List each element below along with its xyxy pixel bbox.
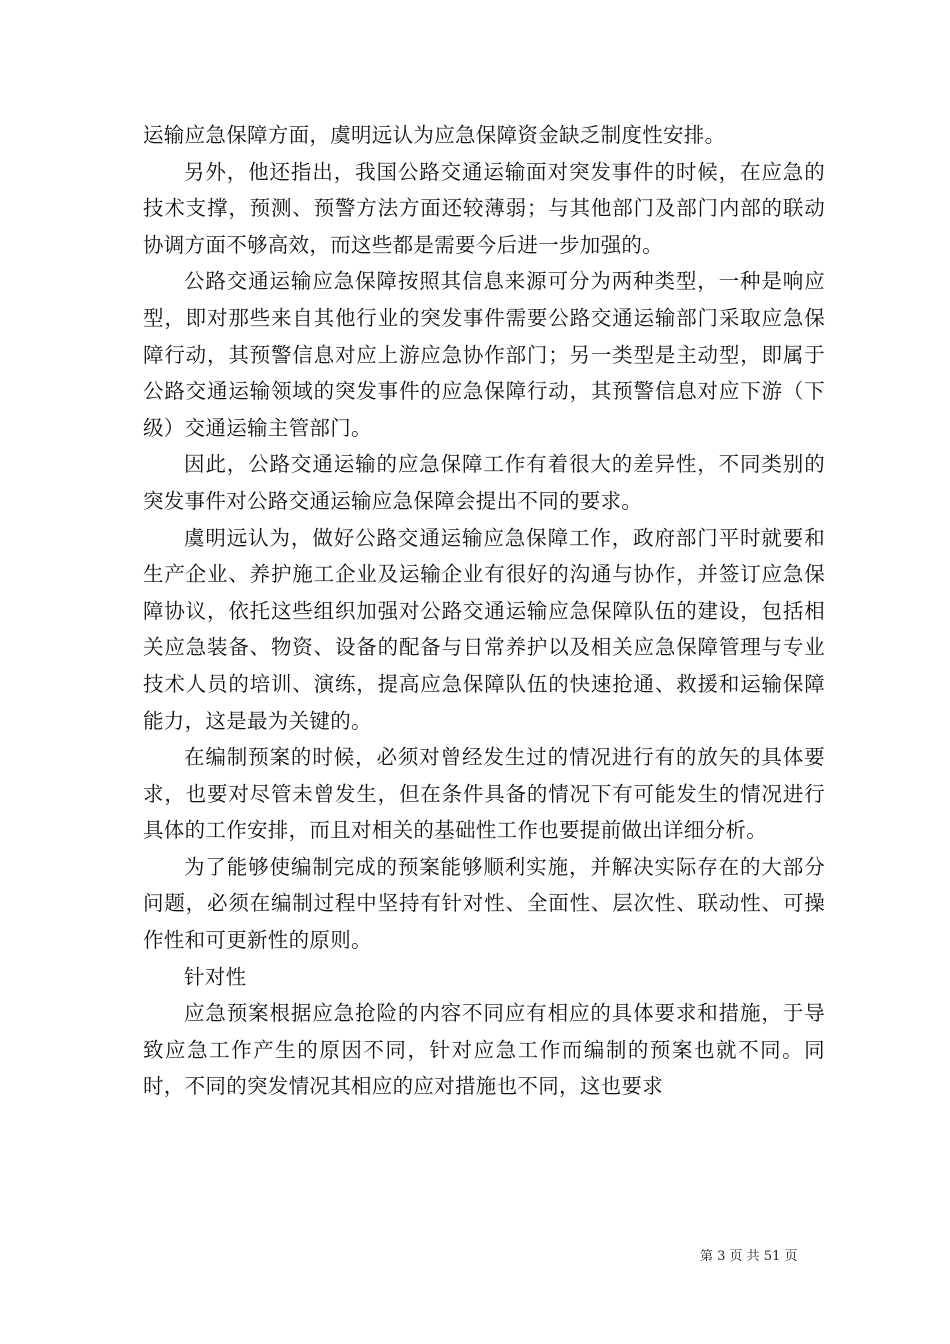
page-number-footer: 第 3 页 共 51 页 [700,1249,798,1264]
paragraph-6: 在编制预案的时候，必须对曾经发生过的情况进行有的放矢的具体要求，也要对尽管未曾发生，但在条件具备的情况下有可能发生的情况进行具体的工作安排，而且对相关的基础性工作也要提前做出详细分析。 [143,745,825,843]
paragraph-3: 公路交通运输应急保障按照其信息来源可分为两种类型，一种是响应型，即对那些来自其他行业的突发事件需要公路交通运输部门采取应急保障行动，其预警信息对应上游应急协作部门；另一类型是主动型，即属于公路交通运输领域的突发事件的应急保障行动，其预警信息对应下游（下级）交通运输主管部门。 [143,269,825,440]
document-body [143,117,825,1105]
paragraph-5: 虞明远认为，做好公路交通运输应急保障工作，政府部门平时就要和生产企业、养护施工企业及运输企业有很好的沟通与协作，并签订应急保障协议，依托这些组织加强对公路交通运输应急保障队伍的建设，包括相关应急装备、物资、设备的配备与日常养护以及相关应急保障管理与专业技术人员的培训、演练，提高应急保障队伍的快速抢通、救援和运输保障能力，这是最为关键的。 [143,525,825,733]
paragraph-7: 为了能够使编制完成的预案能够顺利实施，并解决实际存在的大部分问题，必须在编制过程中坚持有针对性、全面性、层次性、联动性、可操作性和可更新性的原则。 [143,854,825,953]
paragraph-4: 因此，公路交通运输的应急保障工作有着很大的差异性，不同类别的突发事件对公路交通运输应急保障会提出不同的要求。 [143,452,825,513]
paragraph-8: 应急预案根据应急抢险的内容不同应有相应的具体要求和措施，于导致应急工作产生的原因不同，针对应急工作而编制的预案也就不同。同时，不同的突发情况其相应的应对措施也不同，这也要求 [143,1001,825,1099]
paragraph-2: 另外，他还指出，我国公路交通运输面对突发事件的时候，在应急的技术支撑，预测、预警方法方面还较薄弱；与其他部门及部门内部的联动协调方面不够高效，而这些都是需要今后进一步加强的。 [143,159,825,257]
paragraph-1: 运输应急保障方面，虞明远认为应急保障资金缺乏制度性安排。 [143,123,726,147]
section-heading: 针对性 [184,964,247,989]
